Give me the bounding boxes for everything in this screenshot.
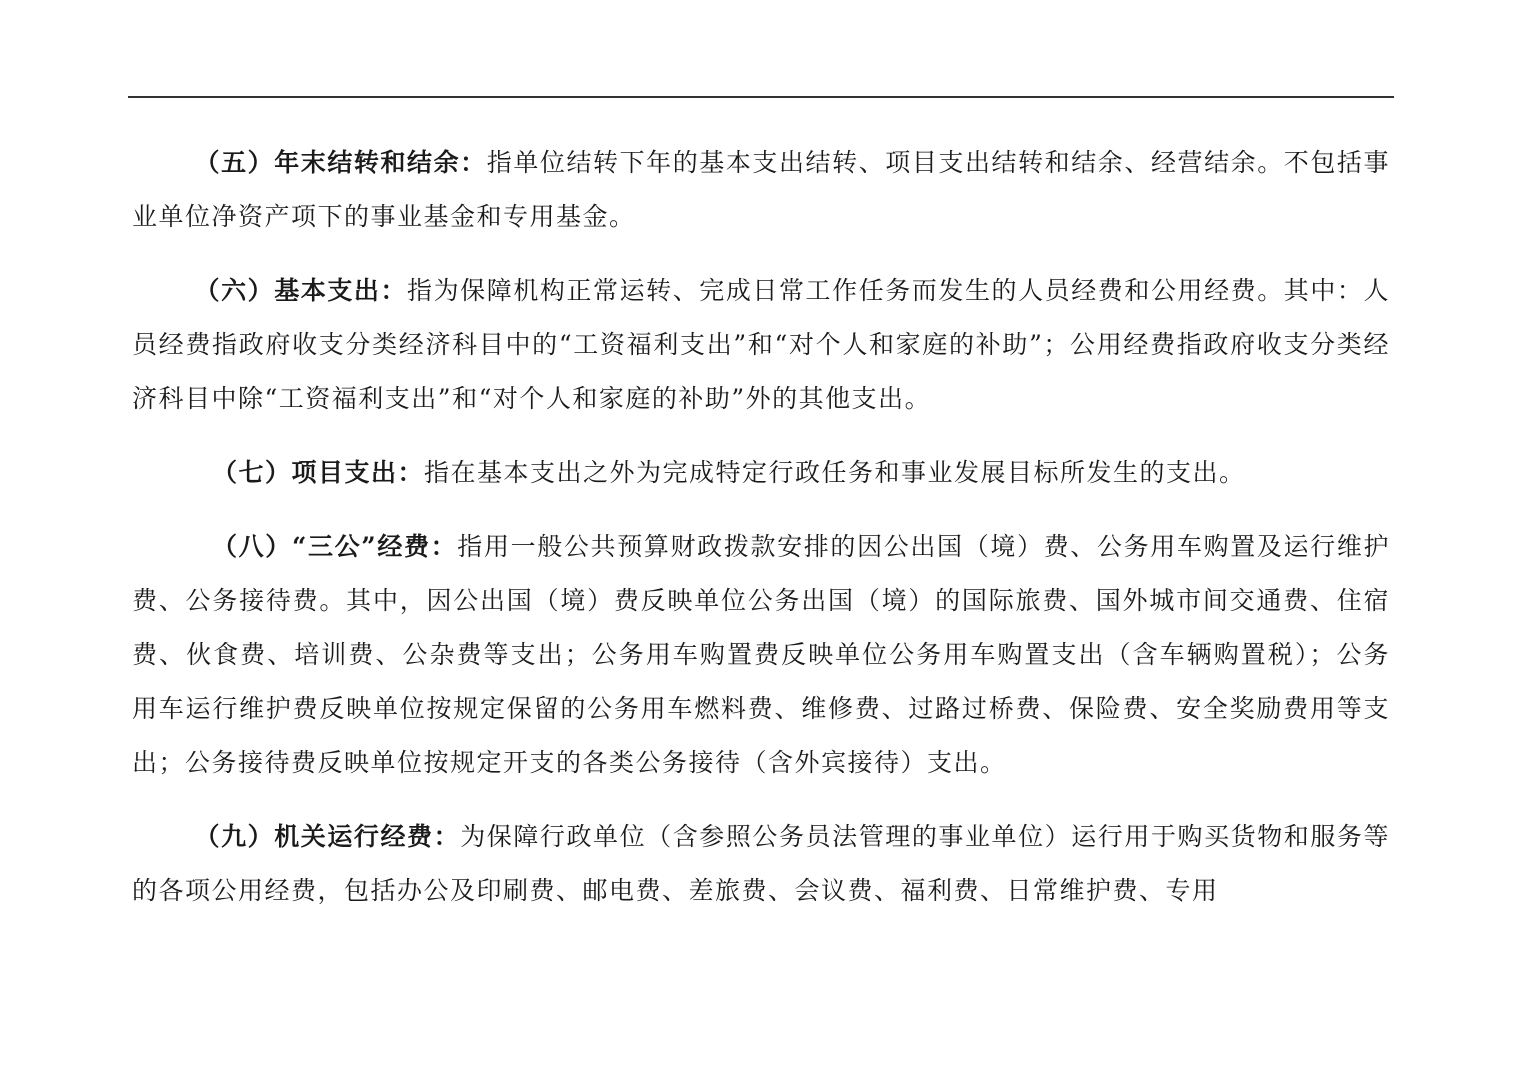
definition-three-public-expenses: 指用一般公共预算财政拨款安排的因公出国（境）费、公务用车购置及运行维护费、公务接待费。其中，因公出国（境）费反映单位公务出国（境）的国际旅费、国外城市间交通费、住宿费、伙食费、培训费、公杂费等支出；公务用车购置费反映单位公务用车购置支出（含车辆购置税）；公务用车运行维护费反映单位按规定保留的公务用车燃料费、维修费、过路过桥费、保险费、安全奖励费用等支出；公务接待费反映单位按规定开支的各类公务接待（含外宾接待）支出。	[132, 532, 1390, 777]
term-project-expenditure: （七）项目支出：	[212, 458, 425, 487]
term-three-public-expenses: （八）“三公”经费：	[212, 532, 458, 561]
paragraph-basic-expenditure	[132, 264, 1390, 426]
paragraph-three-public-expenses	[132, 520, 1390, 790]
header-rule	[128, 96, 1394, 98]
document-body	[132, 136, 1390, 938]
paragraph-project-expenditure	[132, 446, 1390, 500]
definition-operating-expenses: 为保障行政单位（含参照公务员法管理的事业单位）运行用于购买货物和服务等的各项公用经费，包括办公及印刷费、邮电费、差旅费、会议费、福利费、日常维护费、专用	[132, 822, 1390, 905]
definition-basic-expenditure: 指为保障机构正常运转、完成日常工作任务而发生的人员经费和公用经费。其中：人员经费指政府收支分类经济科目中的“工资福利支出”和“对个人和家庭的补助”；公用经费指政府收支分类经济科目中除“工资福利支出”和“对个人和家庭的补助”外的其他支出。	[132, 276, 1390, 413]
definition-year-end-balance: 指单位结转下年的基本支出结转、项目支出结转和结余、经营结余。不包括事业单位净资产项下的事业基金和专用基金。	[132, 148, 1390, 231]
term-year-end-balance: （五）年末结转和结余：	[194, 148, 487, 177]
paragraph-year-end-balance	[132, 136, 1390, 244]
term-basic-expenditure: （六）基本支出：	[194, 276, 408, 305]
paragraph-operating-expenses	[132, 810, 1390, 918]
term-operating-expenses: （九）机关运行经费：	[194, 822, 461, 851]
definition-project-expenditure: 指在基本支出之外为完成特定行政任务和事业发展目标所发生的支出。	[424, 458, 1246, 487]
